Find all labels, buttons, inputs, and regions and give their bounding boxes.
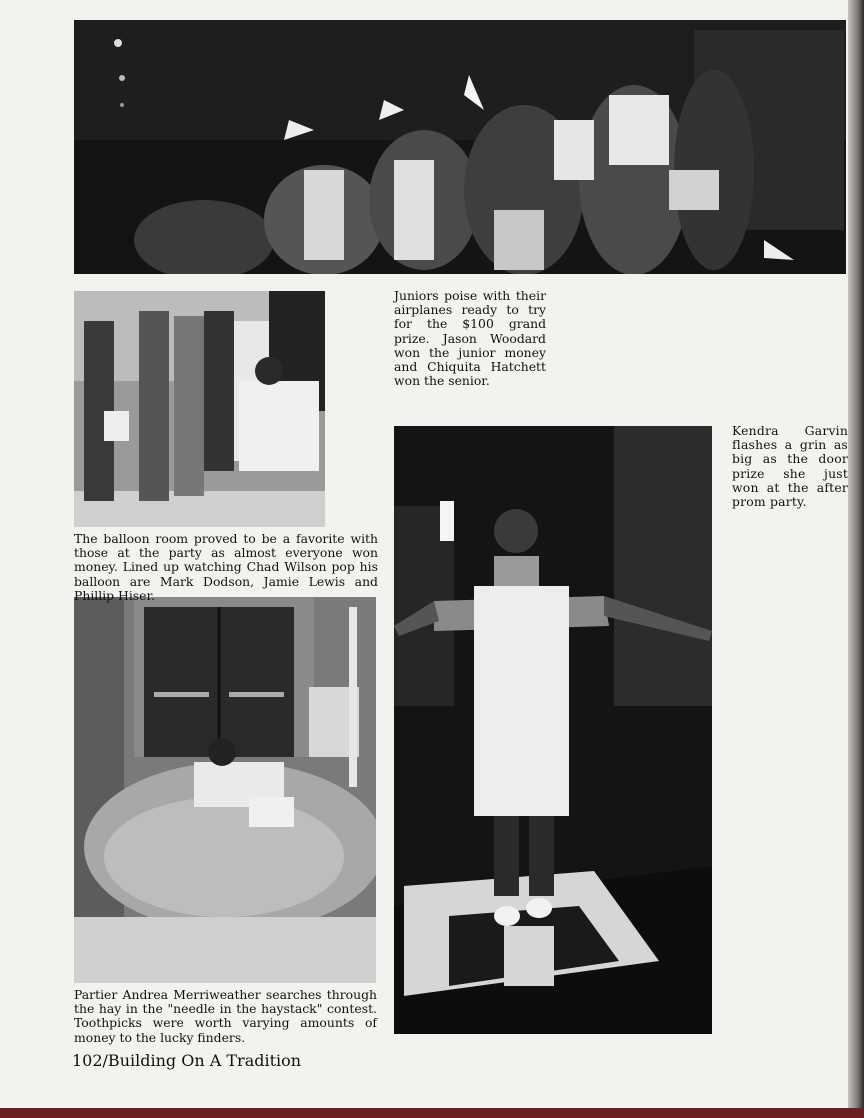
caption-haystack: Partier Andrea Merriweather searches through the hay in the "needle in the haystack" contest. Toothpicks were worth varying amounts of money to the lucky finders.: [74, 987, 377, 1045]
caption-juniors-airplanes: Juniors poise with their airplanes ready to try for the $100 grand prize. Jason Woodard won the junior money and Chiquita Hatchett won the senior.: [394, 288, 546, 389]
page-right-edge: [848, 0, 864, 1118]
page-bottom-edge: [0, 1108, 864, 1118]
caption-balloon-room: The balloon room proved to be a favorite with those at the party as almost everyone won money. Lined up watching Chad Wilson pop his balloon are Mark Dodson, Jamie Lewis and Phillip Hiser.: [74, 531, 378, 603]
photo-haystack: [74, 597, 376, 983]
photo-juniors-airplanes: [74, 20, 846, 274]
photo-kendra-garvin: [394, 426, 712, 1034]
page-folio: 102/Building On A Tradition: [72, 1051, 302, 1070]
caption-kendra-garvin: Kendra Garvin flashes a grin as big as the door prize she just won at the after prom party.: [732, 423, 848, 510]
photo-balloon-room: [74, 291, 325, 527]
